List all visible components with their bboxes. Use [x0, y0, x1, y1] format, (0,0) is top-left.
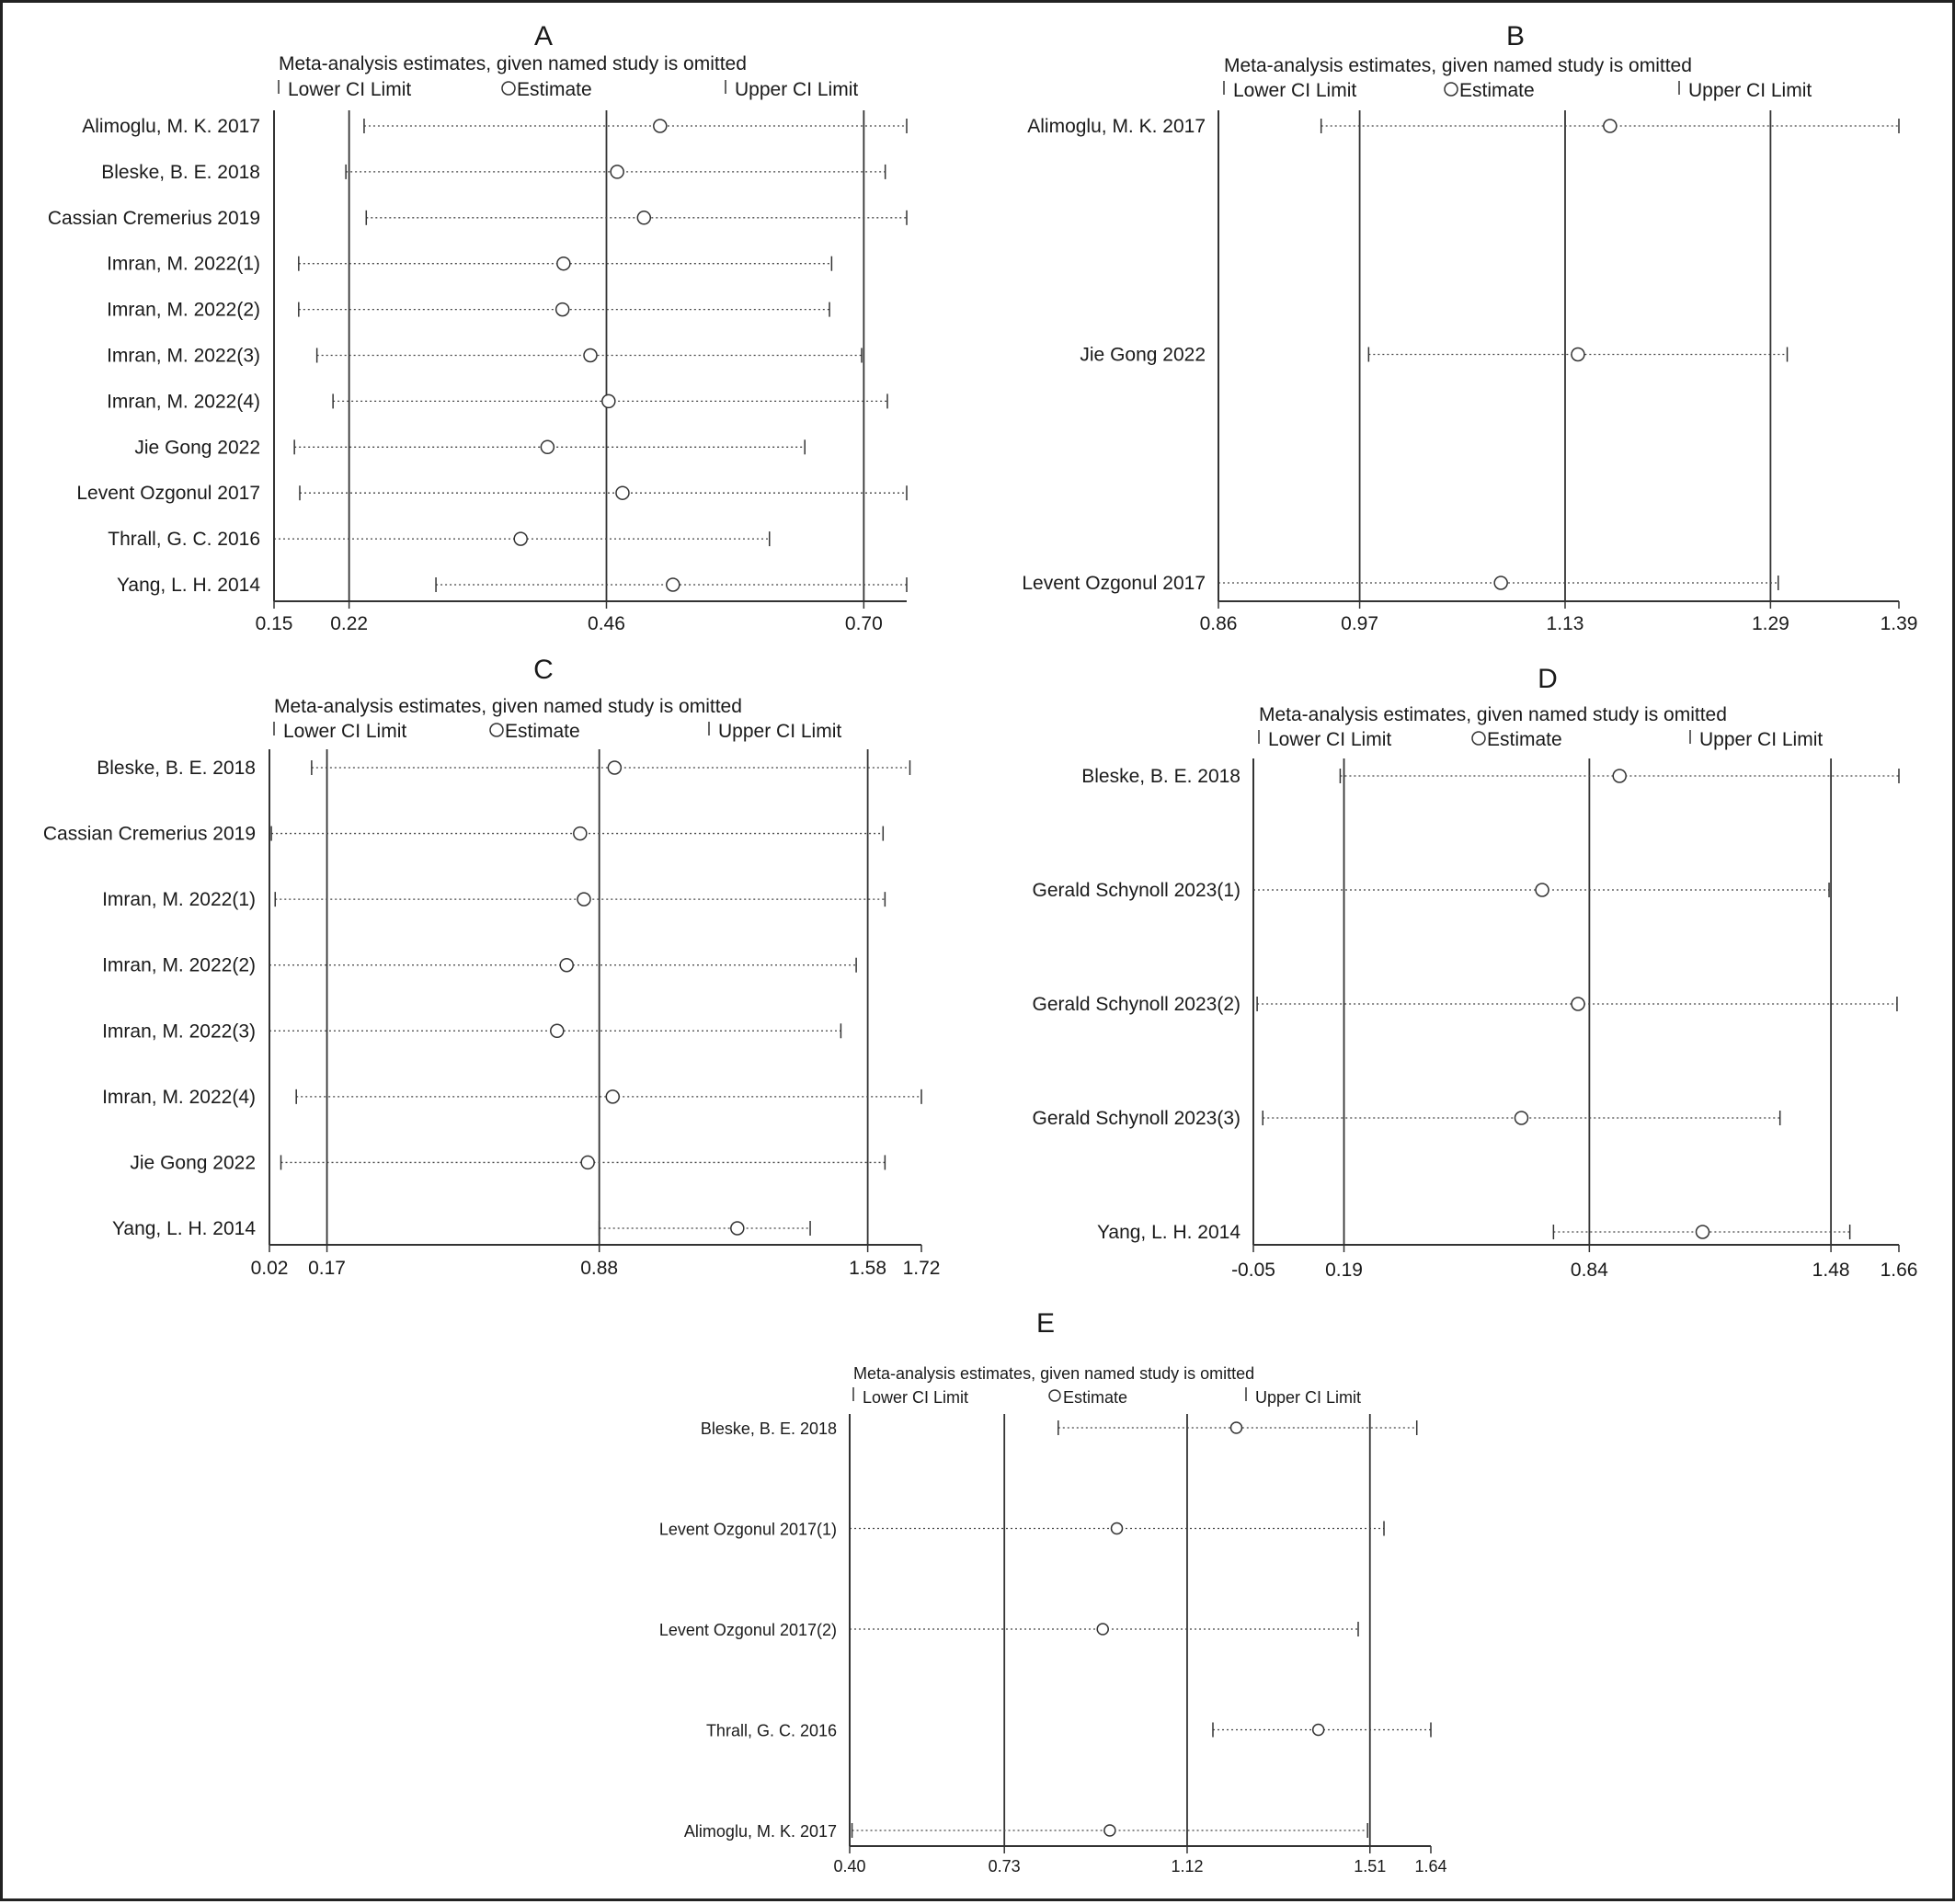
study-row [701, 1419, 1417, 1438]
study-label: Bleske, B. E. 2018 [1081, 766, 1240, 787]
study-label: Imran, M. 2022(4) [102, 1086, 256, 1108]
study-row [706, 1722, 1431, 1740]
x-tick-label: 1.66 [1880, 1260, 1918, 1281]
study-label: Gerald Schynoll 2023(1) [1032, 880, 1240, 901]
study-label: Thrall, G. C. 2016 [705, 1721, 837, 1740]
study-label: Yang, L. H. 2014 [1096, 1222, 1240, 1243]
study-row [1081, 766, 1899, 787]
legend-estimate-marker [490, 724, 503, 736]
study-row [76, 483, 907, 504]
estimate-point [1697, 1226, 1709, 1238]
estimate-point [541, 440, 554, 453]
study-label: Alimoglu, M. K. 2017 [1027, 116, 1206, 137]
study-label: Gerald Schynoll 2023(3) [1032, 1108, 1240, 1129]
estimate-point [1604, 120, 1617, 132]
study-label: Bleske, B. E. 2018 [101, 161, 260, 183]
x-tick-label: 0.46 [588, 613, 625, 634]
legend-estimate-label: Estimate [517, 79, 592, 100]
study-label: Bleske, B. E. 2018 [97, 758, 256, 779]
estimate-point [556, 303, 569, 316]
estimate-point [608, 761, 621, 774]
study-label: Cassian Cremerius 2019 [42, 823, 256, 845]
legend-upper-label: Upper CI Limit [718, 721, 842, 742]
study-row [102, 955, 856, 976]
x-tick-label: 1.29 [1751, 613, 1789, 634]
study-row [112, 1218, 810, 1239]
panel-d [1033, 664, 1918, 1281]
study-row [659, 1521, 1384, 1539]
study-row [108, 529, 769, 550]
estimate-point [1494, 576, 1507, 589]
study-row [1033, 880, 1830, 901]
study-label: Jie Gong 2022 [134, 437, 260, 459]
study-row [107, 254, 831, 275]
estimate-point [560, 959, 573, 972]
x-tick-label: 0.22 [330, 613, 369, 634]
study-label: Imran, M. 2022(2) [107, 299, 260, 321]
panel-header: Meta-analysis estimates, given named study is omitted [274, 696, 742, 717]
panel-letter: A [533, 21, 554, 51]
x-tick-label: 0.97 [1341, 613, 1379, 634]
panel-e [659, 1308, 1447, 1875]
legend-estimate-marker [1472, 732, 1485, 745]
x-tick-label: 0.17 [308, 1258, 346, 1279]
study-row [684, 1822, 1367, 1841]
estimate-point [1104, 1825, 1115, 1836]
x-tick-label: 0.19 [1325, 1260, 1363, 1281]
panel-a [48, 21, 907, 634]
study-label: Jie Gong 2022 [130, 1152, 256, 1174]
x-tick-label: 0.84 [1570, 1260, 1608, 1281]
study-row [102, 889, 885, 910]
panel-letter: B [1505, 21, 1526, 51]
study-row [1027, 116, 1899, 137]
estimate-point [574, 827, 587, 840]
x-tick-label: 1.51 [1354, 1857, 1387, 1875]
legend-lower-label: Lower CI Limit [1233, 80, 1357, 101]
study-row [97, 758, 909, 779]
legend-upper-label: Upper CI Limit [1688, 80, 1812, 101]
x-tick-label: 0.15 [255, 613, 293, 634]
legend-estimate-marker [1445, 83, 1458, 96]
study-row [130, 1152, 885, 1173]
estimate-point [654, 120, 667, 132]
forest-plots-canvas [3, 3, 1955, 1904]
study-row [1080, 345, 1787, 366]
study-row [1097, 1222, 1850, 1243]
estimate-point [551, 1024, 564, 1037]
study-label: Alimoglu, M. K. 2017 [683, 1822, 837, 1841]
x-tick-label: 1.12 [1171, 1857, 1204, 1875]
estimate-point [637, 211, 650, 224]
estimate-point [611, 165, 623, 178]
estimate-point [1572, 998, 1584, 1010]
legend-estimate-marker [1049, 1390, 1060, 1401]
estimate-point [602, 394, 615, 407]
x-tick-label: 0.70 [844, 613, 883, 634]
x-tick-label: -0.05 [1231, 1260, 1275, 1281]
x-tick-label: 1.58 [849, 1258, 887, 1279]
panel-header: Meta-analysis estimates, given named study is omitted [1259, 704, 1727, 725]
study-row [82, 116, 907, 137]
study-label: Bleske, B. E. 2018 [700, 1419, 837, 1438]
study-label: Alimoglu, M. K. 2017 [82, 116, 260, 137]
panel-letter: E [1035, 1308, 1056, 1339]
estimate-point [584, 349, 597, 362]
study-row [102, 1020, 840, 1042]
x-tick-label: 0.40 [833, 1857, 866, 1875]
study-label: Imran, M. 2022(1) [107, 253, 260, 275]
study-row [659, 1621, 1358, 1639]
estimate-point [557, 257, 570, 270]
panel-header: Meta-analysis estimates, given named study is omitted [1224, 55, 1692, 76]
estimate-point [606, 1090, 619, 1103]
legend-estimate-marker [502, 82, 515, 95]
study-label: Yang, L. H. 2014 [116, 575, 260, 596]
x-tick-label: 1.13 [1546, 613, 1584, 634]
legend-upper-label: Upper CI Limit [1699, 729, 1824, 750]
estimate-point [1230, 1422, 1241, 1433]
estimate-point [616, 486, 629, 499]
study-label: Imran, M. 2022(2) [102, 954, 256, 976]
estimate-point [1097, 1624, 1108, 1635]
study-row [1033, 994, 1897, 1015]
legend-estimate-label: Estimate [1459, 80, 1535, 101]
x-tick-label: 1.64 [1414, 1857, 1447, 1875]
estimate-point [577, 893, 590, 906]
study-row [1033, 1108, 1780, 1129]
x-tick-label: 1.72 [902, 1258, 941, 1279]
study-label: Gerald Schynoll 2023(2) [1032, 994, 1240, 1015]
legend-lower-label: Lower CI Limit [288, 79, 412, 100]
estimate-point [1572, 348, 1584, 361]
study-label: Thrall, G. C. 2016 [108, 529, 260, 551]
study-row [48, 208, 907, 229]
estimate-point [581, 1156, 594, 1169]
study-label: Yang, L. H. 2014 [111, 1218, 256, 1239]
legend-upper-label: Upper CI Limit [735, 79, 859, 100]
legend-estimate-label: Estimate [1487, 729, 1562, 750]
study-row [102, 1087, 921, 1108]
study-label: Imran, M. 2022(3) [102, 1020, 256, 1043]
legend-upper-label: Upper CI Limit [1255, 1388, 1362, 1407]
study-label: Imran, M. 2022(3) [107, 345, 260, 367]
legend-estimate-label: Estimate [505, 721, 580, 742]
panel-c [43, 655, 941, 1279]
x-tick-label: 1.39 [1880, 613, 1918, 634]
study-row [1022, 573, 1778, 594]
estimate-point [514, 532, 527, 545]
study-row [117, 575, 907, 596]
estimate-point [1536, 884, 1549, 896]
estimate-point [1515, 1112, 1527, 1124]
legend-lower-label: Lower CI Limit [1268, 729, 1392, 750]
panel-b [1022, 21, 1917, 634]
study-label: Jie Gong 2022 [1080, 344, 1206, 366]
study-label: Cassian Cremerius 2019 [47, 207, 260, 229]
study-label: Imran, M. 2022(4) [107, 391, 260, 413]
study-label: Levent Ozgonul 2017(1) [658, 1520, 837, 1539]
x-tick-label: 0.73 [988, 1857, 1021, 1875]
study-row [101, 162, 885, 183]
estimate-point [1313, 1725, 1324, 1736]
study-row [107, 391, 887, 412]
study-label: Levent Ozgonul 2017 [76, 483, 260, 505]
estimate-point [1613, 770, 1626, 782]
panel-header: Meta-analysis estimates, given named study is omitted [853, 1364, 1255, 1383]
x-tick-label: 0.02 [250, 1258, 289, 1279]
estimate-point [731, 1222, 744, 1235]
legend-estimate-label: Estimate [1063, 1388, 1128, 1407]
panel-header: Meta-analysis estimates, given named study is omitted [279, 53, 747, 74]
study-row [43, 824, 883, 845]
study-label: Levent Ozgonul 2017(2) [658, 1621, 837, 1639]
study-row [107, 300, 829, 321]
x-tick-label: 1.48 [1812, 1260, 1850, 1281]
study-row [107, 346, 862, 367]
study-row [134, 437, 805, 458]
estimate-point [1112, 1523, 1123, 1534]
study-label: Imran, M. 2022(1) [102, 889, 256, 911]
estimate-point [667, 578, 680, 591]
x-tick-label: 0.88 [580, 1258, 619, 1279]
x-tick-label: 0.86 [1199, 613, 1238, 634]
panel-letter: C [533, 655, 554, 685]
legend-lower-label: Lower CI Limit [283, 721, 407, 742]
study-label: Levent Ozgonul 2017 [1022, 573, 1206, 594]
panel-letter: D [1538, 664, 1558, 694]
legend-lower-label: Lower CI Limit [863, 1388, 969, 1407]
